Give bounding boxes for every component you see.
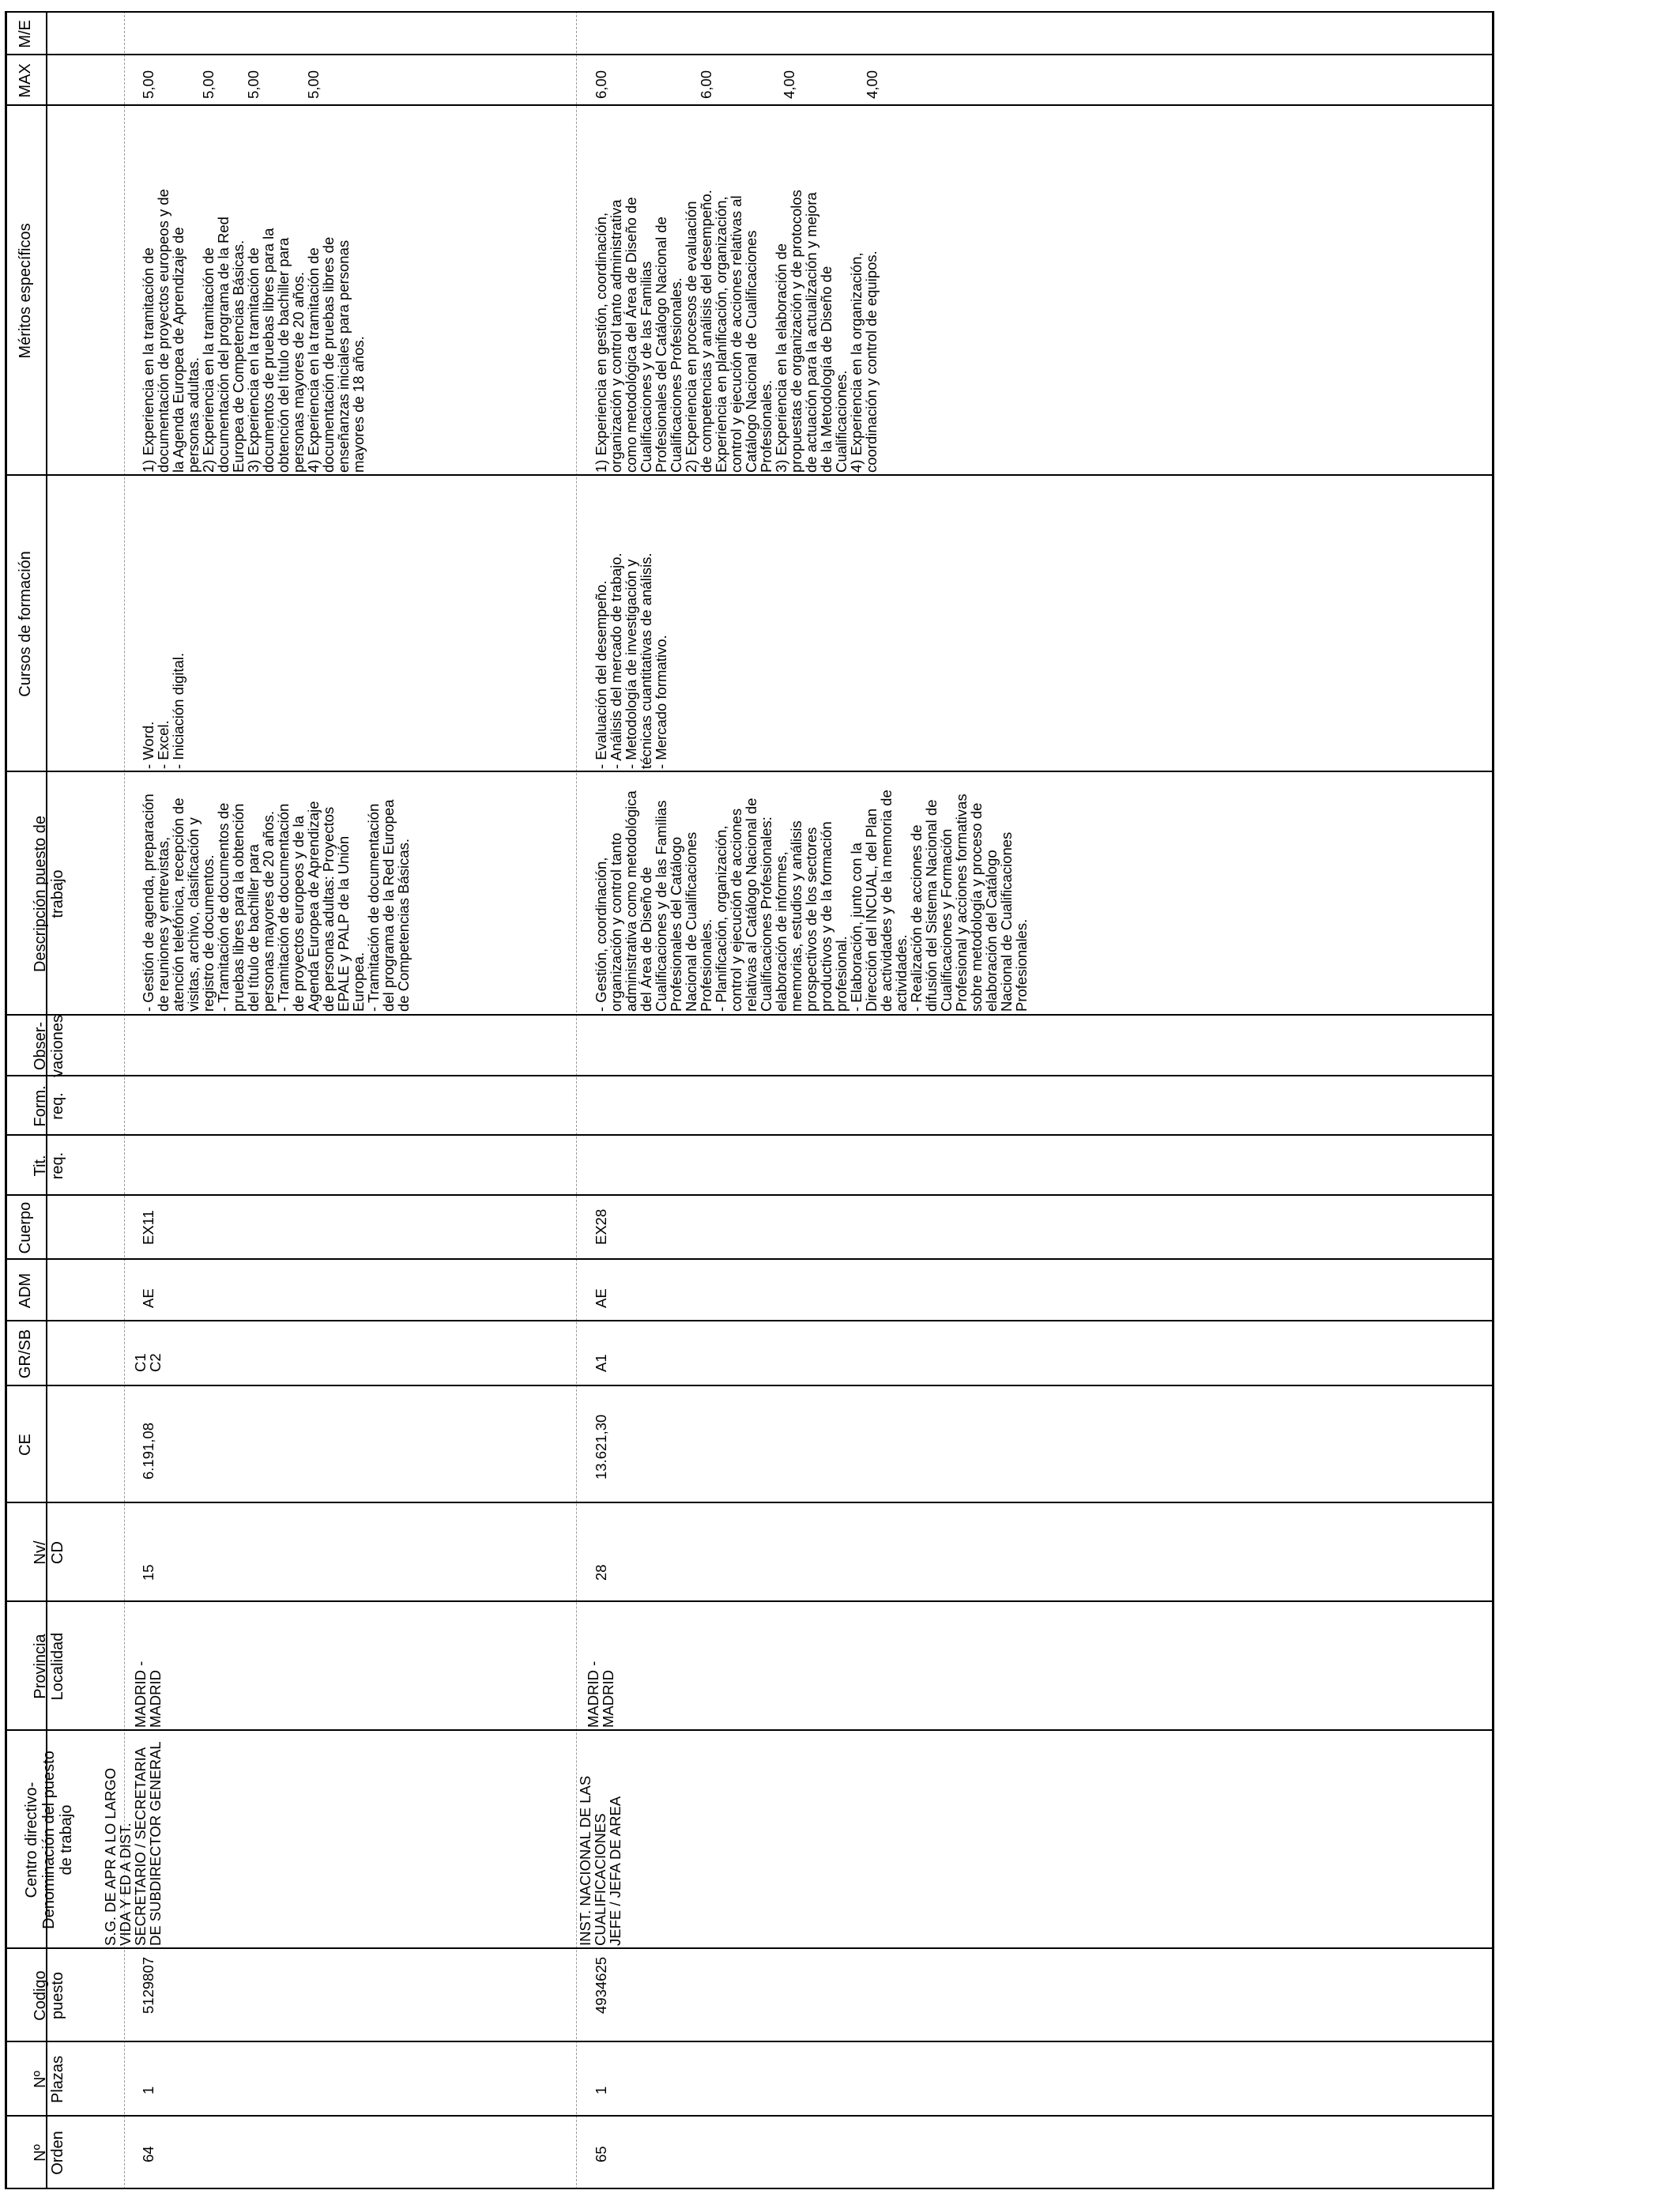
col-border [5, 1014, 1494, 1016]
cell-max: 5,00 [140, 70, 156, 99]
col-border [5, 1134, 1494, 1136]
cell-max: 5,00 [245, 70, 262, 99]
col-border [5, 1502, 1494, 1503]
header-observaciones: Obser- vaciones [32, 1015, 66, 1077]
col-border [5, 474, 1494, 476]
cell-cuerpo: EX11 [140, 1210, 156, 1245]
cell-nivel: 28 [593, 1564, 609, 1581]
cell-max: 4,00 [781, 70, 797, 99]
header-plazas: Nº Plazas [32, 2055, 66, 2104]
cell-cursos: - Evaluación del desempeño. - Análisis del mercado de trabajo. - Metodología de investigación y técnicas cuantitativas de análisis. - Mercado formativo. [593, 552, 669, 769]
header-centro: Centro directivo- Denominación del puesto de trabajo [23, 1751, 75, 1929]
cell-max: 4,00 [864, 70, 880, 99]
table-bottom-border [1492, 11, 1494, 2189]
cell-adm: AE [140, 1288, 156, 1308]
cell-max: 6,00 [698, 70, 714, 99]
cell-cursos: - Word. - Excel. - Iniciación digital. [140, 652, 186, 769]
rotated-table [5, 11, 1494, 2189]
cell-denominacion: SECRETARIO / SECRETARIA DE SUBDIRECTOR GENERAL [132, 1741, 164, 1946]
cell-codigo: 4934625 [593, 1956, 609, 2014]
col-border [5, 11, 1494, 13]
cell-ce: 13.621,30 [593, 1414, 609, 1480]
cell-centro-directivo: S.G. DE APR A LO LARGO VIDA Y ED A DIST. [102, 1767, 134, 1946]
col-border [5, 1258, 1494, 1260]
header-nivel: Nv/ CD [32, 1540, 66, 1565]
header-codigo: Codigo puesto [32, 1970, 66, 2021]
cell-max: 6,00 [593, 70, 609, 99]
cell-ce: 6.191,08 [140, 1422, 156, 1480]
header-titulacion: Tit. req. [32, 1152, 66, 1180]
cell-grupo: A1 [593, 1354, 609, 1372]
cell-grupo: C1 C2 [132, 1353, 164, 1372]
header-cuerpo: Cuerpo [17, 1201, 34, 1254]
cell-denominacion: JEFE / JEFA DE AREA [607, 1796, 623, 1946]
cell-orden: 64 [140, 2146, 156, 2162]
header-grupo: GR/SB [17, 1329, 34, 1379]
header-provincia: Provincia Localidad [32, 1632, 66, 1701]
cell-plazas: 1 [593, 2086, 609, 2094]
cell-descripcion: - Gestión de agenda, preparación de reuniones y entrevistas, atención telefónica, recepción de visitas, archivo, clasificación y registro de documentos. - Tramitación de documentos de pruebas libres para la obtención del título de bachiller para personas mayores de 20 años. - Tramitación de documentación de proyectos europeos y de la Agenda Europea de Aprendizaje de personas adultas: Proyectos EPALE y PALP de la Unión Europea. - Tramitación de documentación del programa de la Red Europea de Competencias Básicas. [140, 794, 412, 1012]
header-formacion: Form. req. [32, 1085, 66, 1127]
cell-nivel: 15 [140, 1564, 156, 1581]
col-border [5, 1075, 1494, 1076]
col-border [5, 1385, 1494, 1386]
cell-meritos: 1) Experiencia en gestión, coordinación, organización y control tanto administrativa como metodológica del Área de Diseño de Cualificaciones y de las Familias Profesionales del Catálogo Nacional de Cualificaciones Profesionales. 2) Experiencia en procesos de evaluación de competencias y análisis del desempeño. Experiencia en planificación, organización, control y ejecución de acciones relativas al Catálogo Nacional de Cualificaciones Profesionales. 3) Experiencia en la elaboración de propuestas de organización y de protocolos de actuación para la actualización y mejora de la Metodología de Diseño de Cualificaciones. 4) Experiencia en la organización, coordinación y control de equipos. [593, 190, 880, 473]
header-descripcion: Descripción puesto de trabajo [32, 816, 66, 972]
col-border [5, 771, 1494, 772]
cell-adm: AE [593, 1288, 609, 1308]
col-border [5, 1320, 1494, 1321]
col-border [5, 104, 1494, 106]
cell-cuerpo: EX28 [593, 1208, 609, 1245]
col-border [5, 1947, 1494, 1949]
header-me: M/E [17, 20, 34, 48]
header-meritos: Méritos específicos [17, 223, 34, 359]
header-adm: ADM [17, 1272, 34, 1309]
header-cursos: Cursos de formación [17, 551, 34, 697]
cell-max: 5,00 [305, 70, 322, 99]
header-orden: Nº Orden [32, 2131, 66, 2175]
cell-plazas: 1 [140, 2086, 156, 2094]
col-border [5, 1729, 1494, 1731]
cell-provincia: MADRID - MADRID [585, 1661, 616, 1728]
header-ce: CE [17, 1434, 34, 1456]
cell-max: 5,00 [200, 70, 217, 99]
cell-provincia: MADRID - MADRID [132, 1661, 164, 1728]
col-border [5, 1600, 1494, 1602]
col-border [5, 2115, 1494, 2117]
col-border [5, 2188, 1494, 2189]
cell-meritos: 1) Experiencia en la tramitación de documentación de proyectos europeos y de la Agenda Europea de Aprendizaje de personas adultas. 2) Experiencia en la tramitación de documentación del programa de la Red Europea de Competencias Básicas. 3) Experiencia en la tramitación de documentos de pruebas libres para la obtención del título de bachiller para personas mayores de 20 años. 4) Experiencia en la tramitación de documentación de pruebas libres de enseñanzas iniciales para personas mayores de 18 años. [140, 189, 367, 473]
cell-orden: 65 [593, 2146, 609, 2162]
col-border [5, 54, 1494, 55]
cell-descripcion: - Gestión, coordinación, organización y control tanto administrativa como metodológica del Área de Diseño de Cualificaciones y de las Familias Profesionales del Catálogo Nacional de Cualificaciones Profesionales. - Planificación, organización, control y ejecución de acciones relativas al Catálogo Nacional de Cualificaciones Profesionales: elaboración de informes, memorias, estudios y análisis prospectivos de los sectores productivos y de la formación profesional. - Elaboración, junto con la Dirección del INCUAL, del Plan de actividades y de la memoria de actividades. - Realización de acciones de difusión del Sistema Nacional de Cualificaciones y Formación Profesional y acciones formativas sobre metodología y proceso de elaboración del Catálogo Nacional de Cualificaciones Profesionales. [593, 790, 1030, 1012]
col-border [5, 2041, 1494, 2042]
header-max: MAX [17, 63, 34, 98]
col-border [5, 1194, 1494, 1196]
cell-centro-directivo: INST. NACIONAL DE LAS CUALIFICACIONES [577, 1775, 608, 1946]
cell-codigo: 5129807 [140, 1956, 156, 2014]
